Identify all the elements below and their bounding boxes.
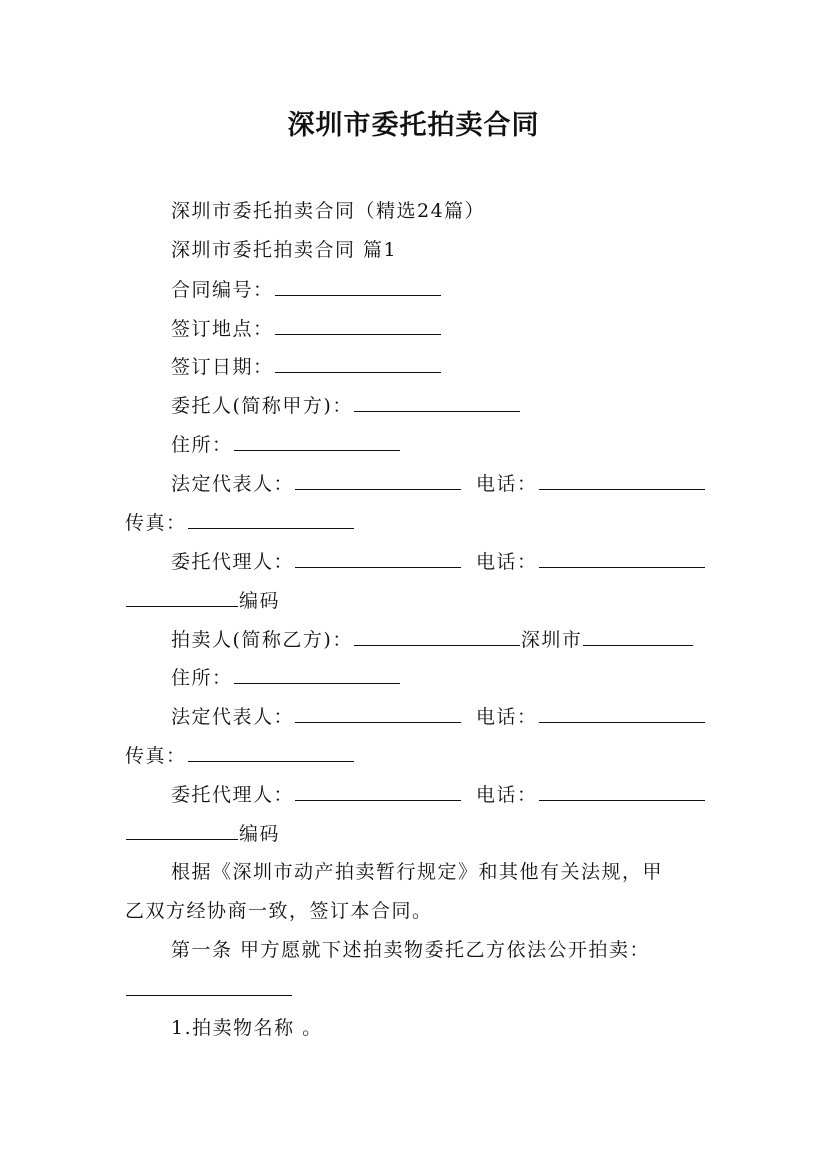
legal-rep-label: 法定代表人：	[171, 473, 295, 495]
principal-code-line	[125, 588, 280, 612]
contract-number-label: 合同编号：	[171, 279, 274, 301]
phone-blank	[539, 782, 705, 801]
legal-rep-label: 法定代表人：	[171, 706, 295, 728]
city-blank	[583, 627, 693, 646]
code-label: 编码	[239, 590, 281, 612]
fax-blank	[188, 510, 354, 529]
principal-address-line	[171, 432, 401, 456]
phone-label: 电话：	[476, 551, 538, 573]
basis-paragraph-line1	[171, 860, 663, 884]
agent-label: 委托代理人：	[171, 784, 295, 806]
phone-blank	[539, 549, 705, 568]
document-title: 深圳市委托拍卖合同	[287, 110, 540, 141]
agent-blank	[295, 549, 461, 568]
principal-address-blank	[234, 432, 400, 451]
principal-agent-line	[171, 549, 706, 573]
auctioneer-line	[171, 627, 694, 651]
legal-rep-blank	[295, 471, 461, 490]
code-label: 编码	[239, 823, 281, 845]
auctioneer-agent-line	[171, 782, 706, 806]
auctioneer-address-label: 住所：	[171, 667, 233, 689]
agent-blank	[295, 782, 461, 801]
principal-line	[171, 393, 521, 417]
phone-label: 电话：	[476, 706, 538, 728]
auctioneer-fax-line	[125, 743, 355, 767]
article-one-blank	[126, 977, 292, 996]
sign-place-blank	[275, 316, 441, 335]
principal-legal-rep-line	[171, 471, 706, 495]
article-one-text: 第一条 甲方愿就下述拍卖物委托乙方依法公开拍卖：	[171, 939, 651, 961]
part-heading-text: 深圳市委托拍卖合同 篇1	[171, 239, 398, 261]
article-one-blank-line	[125, 977, 293, 1001]
item-one-line	[171, 1016, 323, 1040]
subtitle-text: 深圳市委托拍卖合同（精选24篇）	[171, 200, 486, 222]
auctioneer-legal-rep-line	[171, 704, 706, 728]
basis-paragraph-line2	[125, 899, 433, 923]
auctioneer-label: 拍卖人(简称乙方)：	[171, 629, 353, 651]
phone-blank	[539, 471, 705, 490]
sign-date-label: 签订日期：	[171, 356, 274, 378]
auctioneer-code-line	[125, 821, 280, 845]
contract-number-line	[171, 277, 442, 301]
principal-fax-line	[125, 510, 355, 534]
principal-blank	[354, 393, 520, 412]
phone-label: 电话：	[476, 473, 538, 495]
city-label: 深圳市	[520, 629, 583, 651]
principal-address-label: 住所：	[171, 434, 233, 456]
principal-label: 委托人(简称甲方)：	[171, 395, 353, 417]
sign-place-line	[171, 316, 442, 340]
article-one-line	[171, 938, 650, 962]
item-one-text: 1.拍卖物名称 。	[171, 1017, 323, 1039]
fax-label: 传真：	[125, 745, 187, 767]
contract-number-blank	[275, 277, 441, 296]
legal-rep-blank	[295, 704, 461, 723]
code-blank	[126, 588, 238, 607]
part-heading	[171, 238, 397, 262]
sign-date-blank	[275, 354, 441, 373]
auctioneer-address-blank	[234, 665, 400, 684]
subtitle-line	[171, 199, 485, 223]
basis-text-1: 根据《深圳市动产拍卖暂行规定》和其他有关法规，甲	[171, 861, 664, 883]
basis-text-2: 乙双方经协商一致，签订本合同。	[125, 900, 433, 922]
agent-label: 委托代理人：	[171, 551, 295, 573]
fax-label: 传真：	[125, 512, 187, 534]
sign-place-label: 签订地点：	[171, 318, 274, 340]
fax-blank	[188, 743, 354, 762]
sign-date-line	[171, 354, 442, 378]
phone-label: 电话：	[476, 784, 538, 806]
auctioneer-blank	[354, 627, 520, 646]
auctioneer-address-line	[171, 665, 401, 689]
code-blank	[126, 821, 238, 840]
phone-blank	[539, 704, 705, 723]
